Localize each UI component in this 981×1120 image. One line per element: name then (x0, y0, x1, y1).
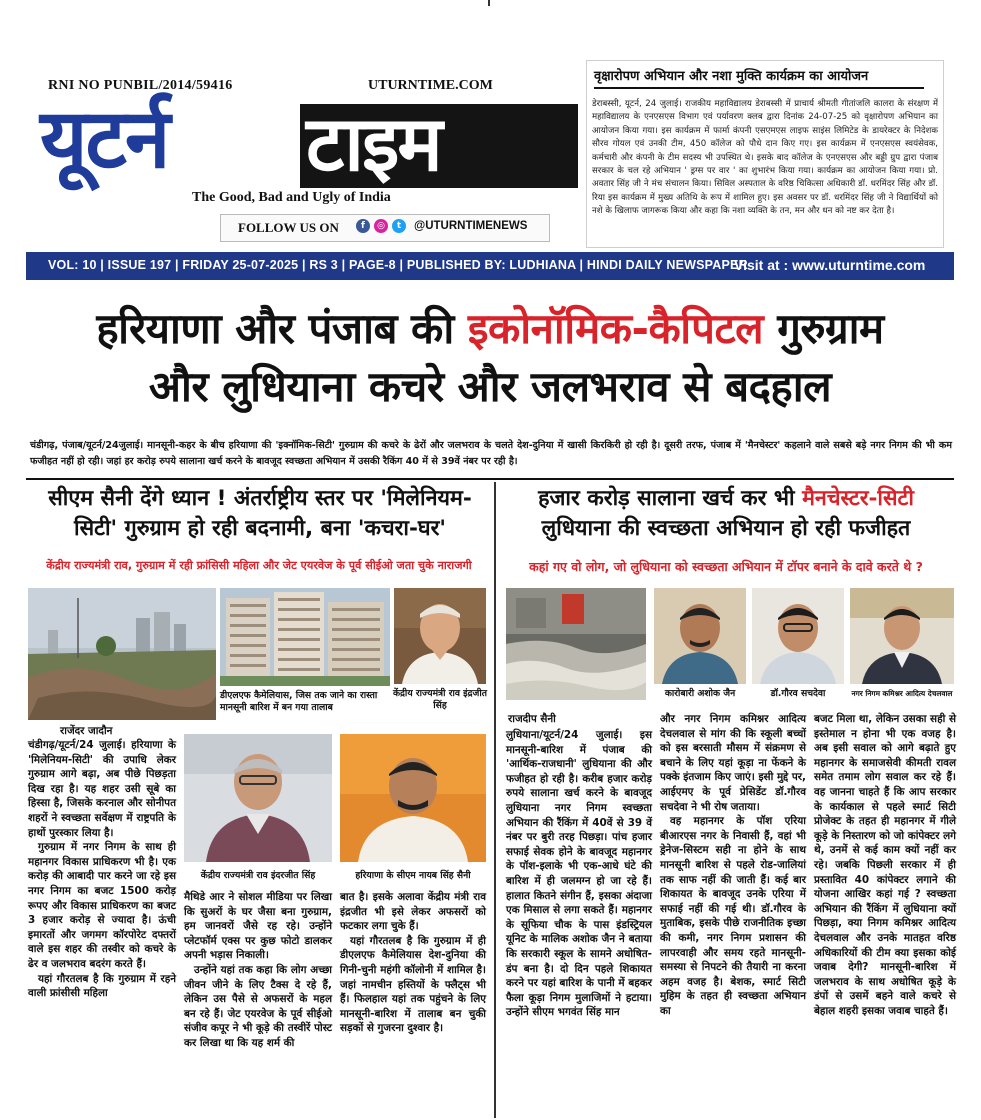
left-col1-p3: यहां गौरतलब है कि गुरुग्राम में रहने वाली फ्रांसीसी महिला (28, 972, 176, 1000)
right-col2-p1: और नगर निगम कमिश्नर आदित्य देचलवाल से मांग की कि स्कूली बच्चों को इस बरसाती मौसम में संक्रमण से बचाने के लिए यहां कूड़ा ना फेंकने के पक्के इंतजाम किए जाएं। इसी मुद्दे पर, आईएमए के पूर्व प्रेसिडेंट डॉ.गौरव सचदेवा ने भी रोष जताया। (660, 713, 806, 813)
caption-ceo: केंद्रीय राज्यमंत्री राव इंदरजीत सिंह (200, 870, 316, 881)
headline-text-a: हरियाणा और पंजाब की (96, 304, 468, 353)
caption-cm: हरियाणा के सीएम नायब सिंह सैनी (355, 870, 471, 881)
caption-ashok-jain: कारोबारी अशोक जैन (664, 688, 736, 699)
twitter-icon[interactable]: t (392, 219, 406, 233)
caption-minister-small: केंद्रीय राज्यमंत्री राव इंद्रजीत सिंह (393, 688, 487, 711)
tagline: The Good, Bad and Ugly of India (192, 190, 391, 205)
logo-part2: टाइम (306, 99, 441, 188)
news-brief-title: वृक्षारोपण अभियान और नशा मुक्ति कार्यक्रम का आयोजन (594, 66, 924, 89)
rni-number: RNI NO PUNBIL/2014/59416 (48, 78, 233, 93)
facebook-icon[interactable]: f (356, 219, 370, 233)
dlf-camellias-photo (220, 588, 390, 686)
left-story-headline (32, 484, 488, 544)
divider-top (26, 478, 954, 480)
right-headline-line1 (498, 484, 954, 514)
edition-info: VOL: 10 | ISSUE 197 | FRIDAY 25-07-2025 | RS 3 | PAGE-8 | PUBLISHED BY: LUDHIANA | HINDI DAILY NEWSPAPER (48, 258, 748, 272)
caption-dlf-camellias: डीएलएफ कैमेलियास, जिस तक जाने का रास्ता मानसूनी बारिश में बन गया तालाब (220, 690, 378, 713)
right-col1-p1: लुधियाना/यूटर्न/24 जुलाई। इस मानसूनी-बारिश में पंजाब की 'आर्थिक-राजधानी' लुधियाना की और फजीहत हो रही है। करीब हजार करोड़ रुपये सालाना खर्च करने के बावजूद लुधियाना नगर निगम स्वच्छता अभियान की रैंकिंग में 40वें से 39 वें नंबर पर बुरी तरह पिछड़ा। पांच हजार सफाई सेवक होने के बावजूद महानगर के पॉश-इलाके भी एक-आधे घंटे की बारिश में ही जलमग्न हो जा रहे हैं। हालात कितने संगीन हैं, इसका अंदाजा एक मिसाल से लगा सकते हैं। महानगर के सूफिया चौक के पास इंडस्ट्रियल यूनिट के मालिक अशोक जैन ने बताया कि सरकारी स्कूल के सामने अधोषित-डंप बना है। दो दिन पहले शिकायत करने पर यहां बारिश के पानी में बहकर फैला कूड़ा निगम मुलाजिमों ने हटाया। उन्होंने सीएम भगवंत सिंह मान (506, 729, 652, 1019)
caption-aditya: नगर निगम कमिश्नर आदित्य देचलवाल (851, 689, 953, 698)
left-col2-p1: मैथिडे आर ने सोशल मीडिया पर लिखा कि सुअरों के घर जैसा बना गुरुग्राम, हम जानवरों जैसे रह रहे। उन्होंने प्लेटफॉर्म एक्स पर कुछ फोटो डालकर अपनी भड़ास निकाली। (184, 891, 332, 962)
instagram-icon[interactable]: ◎ (374, 219, 388, 233)
headline-highlight: इकोनॉमिक-कैपिटल (467, 304, 764, 353)
main-headline-line2: और लुधियाना कचरे और जलभराव से बदहाल (148, 362, 832, 411)
ceo-photo (184, 734, 332, 862)
left-headline-line1: सीएम सैनी देंगे ध्यान ! अंतर्राष्ट्रीय स्तर पर 'मिलेनियम- (48, 486, 472, 511)
left-col3-p2: यहां गौरतलब है कि गुरुग्राम में ही डीएलएफ कैमेलियास देश-दुनिया की गिनी-चुनी महंगी कॉलोनी में शामिल है। जहां नामचीन हस्तियों के फ्लैट्स भी हैं। फिलहाल यहां तक पहुंचने के लिए मानसूनी-बारिश में तालाब बन चुकी सड़कों से गुजरना दुश्वार है। (340, 934, 486, 1035)
left-col3 (340, 890, 486, 1036)
right-col2 (660, 712, 806, 1018)
top-mark (488, 0, 490, 6)
right-col3 (814, 712, 956, 1018)
left-byline: राजेंदर जादौन (60, 725, 113, 737)
news-brief-text: डेराबस्सी, यूटर्न, 24 जुलाई। राजकीय महाविद्यालय डेराबस्सी में प्राचार्य श्रीमती गीतांजलि कालरा के संरक्षण में महाविद्यालय के एनएसएस विभाग एवं पर्यावरण क्लब द्वारा दिनांक 24-07-25 को वृक्षारोपण अभियान का आयोजन किया गया। इस कार्यक्रम में फार्मा कंपनी एसएमएस लाइफ साइंस लिमिटेड के डायरेक्टर के निदेशक सौरव गोयल एवं उनकी टीम, 450 कॉलेज को पौधे दान किए गए। इस कार्यक्रम में एनएसएस स्वयंसेवक, कर्मचारी और कंपनी के टीम सदस्य भी उपस्थित थे। इसके बाद कॉलेज के एनएसएस और बड्डी ग्रुप द्वारा पंजाब सरकार के चल रहे अभियान ' ड्रग्स पर वार ' का शुभारंभ किया गया। कार्यक्रम का आयोजन किया गया। प्रो. अवतार सिंह जी ने मंच संचालन किया। सिविल अस्पताल के वरिष्ठ चिकित्सा अधिकारी डॉ. धरमिंदर सिंह और डॉ. रिया इस कार्यक्रम में मुख्य अतिथि के रूप में शामिल हुए। इस अवसर पर डॉ. धरमिंदर सिंह जी ने विद्यार्थियों को नशे के खिलाफ जागरूक किया और कहा कि नशा व्यक्ति के तन, मन और धन को नष्ट कर देता है। (592, 99, 938, 217)
caption-gaurav-sachdeva: डॉ.गौरव सचदेवा (770, 688, 826, 699)
left-col1 (28, 738, 176, 1001)
intro-paragraph: चंडीगढ़, पंजाब/यूटर्न/24जुलाई। मानसूनी-कहर के बीच हरियाणा की 'इक्नॉमिक-सिटी' गुरुग्राम की कचरे के ढेरों और जलभराव के चलते देश-दुनिया में खासी किरकिरी हो रही है। दूसरी तरफ, पंजाब में 'मैनचेस्टर' कहलाने वाले सबसे बड़े नगर निगम की भी कम फजीहत नहीं हो रही। जहां हर करोड़ रुपये सालाना खर्च करने के बावजूद स्वच्छता अभियान में उसकी रैकिंग 40 में से 39वें नंबर पर रही है। (30, 440, 952, 467)
left-col2-p2: उन्होंने यहां तक कहा कि लोग अच्छा जीवन जीने के लिए टैक्स दे रहे हैं, लेकिन उस पैसे से अफसरों के महल बन रहे हैं। जेट एयरवेज के पूर्व सीईओ संजीव कपूर ने भी कूड़े की तस्वीरें पोस्ट कर लिखा था कि यह शर्म की (184, 963, 332, 1049)
social-handle[interactable]: @UTURNTIMENEWS (414, 220, 528, 232)
garbage-site-photo (28, 588, 216, 720)
right-col3-p1: बजट मिला था, लेकिन उसका सही से इस्तेमाल न होना भी एक वजह है। अब इसी सवाल को आगे बढ़ाते हुए महानगर के समाजसेवी कीमती रावल समेत तमाम लोग सवाल कर रहे हैं। वह जानना चाहते हैं कि आप सरकार के कार्यकाल से पहले स्मार्ट सिटी प्रोजेक्ट के तहत ही महानगर में गीले कूड़े के निस्तारण को जो कांपेक्टर लगे थे, उनमें से कई काम क्यों नहीं कर रहे। जबकि पिछली सरकार में ही प्रस्तावित 40 कांपेक्टर लगाने की योजना आखिर कहां गई ? स्वच्छता अभियान की रैंकिंग में लुधियाना क्यों पिछड़ा, क्या निगम कमिश्नर आदित्य देचलवाल और उनके मातहत वरिष्ठ अधिकारियों की टीम क्या इसका कोई जवाब देगी? मानसूनी-बारिश में जलभराव के साथ अधोषित कूड़े के डंपों से उसमें बहने वाले कचरे से बेहाल शहरी इसका जवाब चाहते हैं। (814, 713, 956, 1017)
follow-us-label: FOLLOW US ON (238, 220, 339, 235)
right-col1 (506, 728, 652, 1020)
right-col2-p2: वह महानगर के पॉश एरिया बीआरएस नगर के निवासी हैं, वहां भी ड्रेनेज-सिस्टम सही ना होने के साथ मानसूनी बारिश से पहले रोड-जालियां तक साफ नहीं की जाती हैं। कई बार शिकायत के बावजूद उनके एरिया में सफाई नहीं की गई थी। डॉ.गौरव के मुताबिक, इसके पीछे राजनीतिक इच्छा की कमी, नगर निगम प्रशासन की लापरवाही और समय रहते मानसूनी-समस्या से निपटने की तैयारी ना करना अहम वजह है। बेशक, स्मार्ट सिटी मुहिम के तहत ही स्वच्छता अभियान का (660, 815, 806, 1017)
right-headline-highlight: मैनचेस्टर-सिटी (802, 486, 914, 511)
headline-text-b: गुरुग्राम (763, 304, 884, 353)
gaurav-sachdeva-photo (752, 588, 844, 684)
left-col1-p2: गुरुग्राम में नगर निगम के साथ ही महानगर विकास प्राधिकरण भी है। एक करोड़ की आबादी पार करने जा रहे इस नगर निगम का बजट 1500 करोड़ रूपए और विकास प्राधिकरण का बजट 3 हजार करोड़ से ज्यादा है। ऊंची इमारतों और जगमग कॉरपोरेट दफ्तरों वाले इस शहर की तस्वीर को कचरे के ढेर व जलभराव बदरंग करते हैं। (28, 841, 176, 970)
left-headline-line2: सिटी' गुरुग्राम हो रही बदनामी, बना 'कचरा-घर' (74, 516, 446, 541)
cm-photo (340, 734, 486, 862)
site-url-top[interactable]: UTURNTIME.COM (368, 78, 493, 93)
right-headline-line2: लुधियाना की स्वच्छता अभियान हो रही फजीहत (541, 516, 911, 541)
right-headline-text: हजार करोड़ सालाना खर्च कर भी (538, 486, 803, 511)
left-col3-p1: बात है। इसके अलावा केंद्रीय मंत्री राव इंद्रजीत भी इसे लेकर अफसरों को फटकार लगा चुके हैं। (340, 891, 486, 933)
ashok-jain-photo (654, 588, 746, 684)
visit-website-link[interactable]: Visit at : www.uturntime.com (734, 257, 926, 273)
right-story-headline (498, 484, 954, 544)
left-col2 (184, 890, 332, 1051)
waterlogging-photo (506, 588, 646, 700)
column-divider (494, 482, 496, 1118)
aditya-photo (850, 588, 954, 684)
right-byline: राजदीप सैनी (508, 713, 556, 725)
minister-small-photo (394, 588, 486, 684)
right-story-deck: कहां गए वो लोग, जो लुधियाना को स्वच्छता अभियान में टॉपर बनाने के दावे करते थे ? (529, 559, 923, 574)
main-headline-line1 (30, 302, 950, 356)
left-story-deck: केंद्रीय राज्यमंत्री राव, गुरुग्राम में रही फ्रांसिसी महिला और जेट एयरवेज के पूर्व सीईओ जता चुके नाराजगी (46, 559, 472, 572)
logo-part1: यूटर्न (40, 92, 169, 187)
left-col1-p1: चंडीगढ़/यूटर्न/24 जुलाई। हरियाणा के 'मिलेनियम-सिटी' की उपाधि लेकर गुरुग्राम आगे बढ़ा, अब पीछे पिछड़ता दिख रहा है। यह शहर उसी सूबे का हिस्सा है, जिसके करनाल और सोनीपत शहरों ने स्वच्छता सर्वेक्षण में राष्ट्रपति के हाथों पुरस्कार लिया है। (28, 739, 176, 839)
